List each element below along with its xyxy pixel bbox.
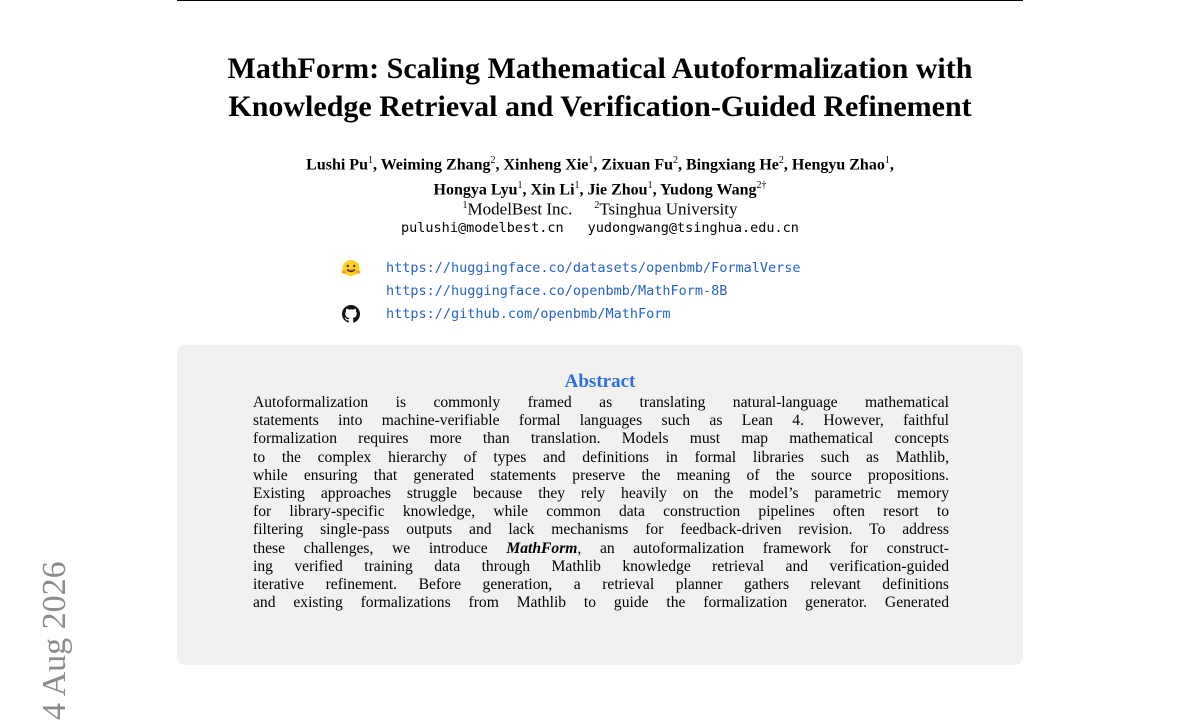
abstract-line: iterative refinement. Before generation, a retrieval planner gathers relevant definitions bbox=[253, 576, 949, 594]
abstract-line: for library-specific knowledge, while common data construction pipelines often resort to bbox=[253, 503, 949, 521]
abstract-line: while ensuring that generated statements preserve the meaning of the source propositions. bbox=[253, 466, 949, 484]
email-1[interactable]: pulushi@modelbest.cn bbox=[401, 220, 564, 236]
abstract-line-intro-tail: , an autoformalization framework for construct- bbox=[577, 539, 949, 557]
model-link[interactable]: https://huggingface.co/openbmb/MathForm-8B bbox=[386, 282, 728, 299]
top-rule bbox=[177, 0, 1023, 1]
author-affiliation-marker: 2† bbox=[756, 180, 767, 192]
abstract-body bbox=[253, 394, 949, 612]
affiliation-2-marker: 2 bbox=[594, 200, 600, 211]
abstract-line: ing verified training data through Mathlib knowledge retrieval and verification-guided bbox=[253, 557, 949, 575]
abstract-line: filtering single-pass outputs and lack mechanisms for feedback-driven revision. To address bbox=[253, 521, 949, 539]
author-name: Hongya Lyu bbox=[433, 181, 518, 199]
author-list bbox=[160, 150, 1040, 201]
affiliation-2: Tsinghua University bbox=[599, 199, 738, 219]
author-name: Hengyu Zhao bbox=[791, 156, 885, 174]
abstract-line: and existing formalizations from Mathlib to guide the formalization generator. Generated bbox=[253, 594, 949, 612]
author-affiliation-marker: 1 bbox=[588, 155, 594, 166]
author-affiliation-marker: 2 bbox=[673, 155, 678, 166]
author-affiliation-marker: 1 bbox=[517, 180, 523, 192]
affiliations bbox=[200, 195, 1000, 221]
author-affiliation-marker: 1 bbox=[884, 155, 890, 166]
link-row-code bbox=[340, 302, 801, 325]
arxiv-date: 4 Aug 2026 bbox=[36, 561, 73, 720]
affiliation-1: ModelBest Inc. bbox=[467, 199, 573, 219]
huggingface-icon bbox=[340, 258, 362, 278]
author-name: Weiming Zhang bbox=[380, 156, 491, 174]
emails bbox=[200, 218, 1000, 238]
author-line-1: Lushi Pu$^1$, Weiming Zhang$^2$, Xinheng Xie$^1$, Zixuan Fu$^2$, Bingxiang He$^2$, Hengyu Zhao$^1$, bbox=[306, 155, 894, 174]
abstract-line: Autoformalization is commonly framed as translating natural-language mathematical bbox=[253, 394, 949, 411]
author-affiliation-marker: 1 bbox=[647, 180, 653, 192]
author-name: Xin Li bbox=[530, 181, 575, 199]
abstract-line: Existing approaches struggle because they rely heavily on the model’s parametric memory bbox=[253, 485, 949, 503]
affiliation-1-marker: 1 bbox=[462, 200, 468, 211]
author-name: Lushi Pu bbox=[306, 156, 368, 174]
abstract-emphasis: MathForm bbox=[506, 539, 578, 557]
link-icon-spacer bbox=[340, 281, 362, 301]
author-name: Bingxiang He bbox=[686, 156, 779, 174]
github-icon bbox=[340, 304, 362, 324]
author-affiliation-marker: 2 bbox=[778, 155, 784, 166]
abstract-line: formalization requires more than translation. Models must map mathematical concepts bbox=[253, 430, 949, 448]
abstract-box bbox=[177, 345, 1023, 665]
abstract-line: statements into machine-verifiable formal languages such as Lean 4. However, faithful bbox=[253, 412, 949, 430]
author-name: Yudong Wang bbox=[659, 181, 757, 199]
code-link[interactable]: https://github.com/openbmb/MathForm bbox=[386, 305, 671, 322]
author-affiliation-marker: 1 bbox=[367, 155, 373, 166]
author-affiliation-marker: 2 bbox=[490, 155, 496, 166]
author-name: Xinheng Xie bbox=[503, 156, 589, 174]
title-line-2: Knowledge Retrieval and Verification-Guided Refinement bbox=[228, 90, 972, 123]
author-name: Jie Zhou bbox=[587, 181, 648, 199]
link-row-model bbox=[340, 279, 801, 302]
author-line-2: Hongya Lyu$^1$, Xin Li$^1$, Jie Zhou$^1$, Yudong Wang$^{2\dagger}$ bbox=[433, 180, 767, 199]
link-row-dataset bbox=[340, 256, 801, 279]
resource-links bbox=[340, 256, 801, 325]
author-name: Zixuan Fu bbox=[601, 156, 673, 174]
paper-title bbox=[120, 50, 1080, 126]
arxiv-stamp bbox=[36, 460, 86, 720]
abstract-heading: Abstract bbox=[564, 371, 636, 392]
title-line-1: MathForm: Scaling Mathematical Autoformalization with bbox=[227, 52, 973, 85]
email-2[interactable]: yudongwang@tsinghua.edu.cn bbox=[587, 220, 799, 236]
abstract-line: to the complex hierarchy of types and definitions in formal libraries such as Mathlib, bbox=[253, 448, 949, 466]
abstract-line-intro-head: these challenges, we introduce bbox=[253, 539, 507, 557]
dataset-link[interactable]: https://huggingface.co/datasets/openbmb/FormalVerse bbox=[386, 259, 801, 276]
abstract-line-intro bbox=[253, 540, 949, 558]
author-affiliation-marker: 1 bbox=[574, 180, 580, 192]
